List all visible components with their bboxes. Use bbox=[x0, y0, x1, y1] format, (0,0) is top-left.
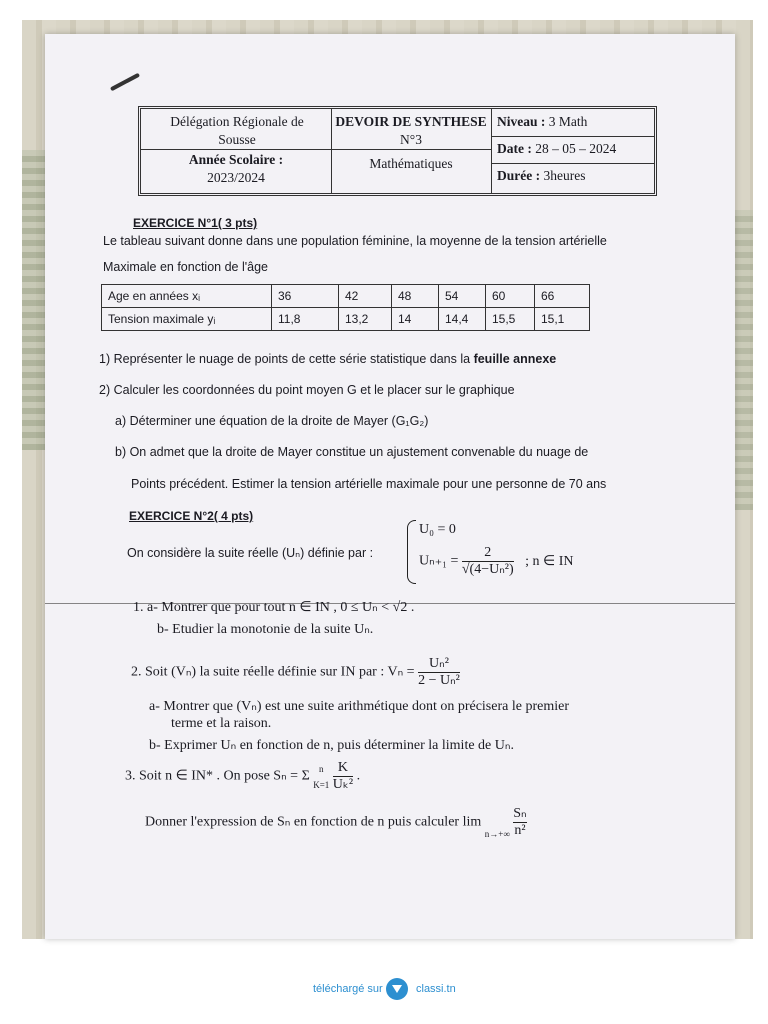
exam-title: DEVOIR DE SYNTHESE bbox=[335, 114, 487, 129]
table-cell: 15,5 bbox=[486, 308, 535, 331]
vn-fraction bbox=[418, 656, 460, 689]
system-brace bbox=[407, 520, 416, 584]
exercise2-title: EXERCICE N°2( 4 pts) bbox=[129, 509, 254, 523]
table-cell: 14,4 bbox=[439, 308, 486, 331]
exam-number: N°3 bbox=[400, 132, 422, 147]
level-label: Niveau : bbox=[497, 114, 546, 129]
pen-mark bbox=[110, 73, 140, 92]
duration-label: Durée : bbox=[497, 168, 541, 183]
downloaded-on-text: téléchargé sur bbox=[313, 983, 383, 995]
exercise2-question2a-line1: a- Montrer que (Vₙ) est une suite arithmétique dont on précisera le premier bbox=[149, 699, 569, 714]
question1-bold: feuille annexe bbox=[473, 352, 557, 366]
recurrence-lhs: Uₙ₊₁ = bbox=[419, 553, 459, 569]
exercise1-intro-line1: Le tableau suivant donne dans une population féminine, la moyenne de la tension artérielle bbox=[103, 234, 607, 248]
question3-text: 3. Soit n ∈ IN* . On pose Sₙ = Σ bbox=[125, 768, 310, 784]
level: 3 Math bbox=[548, 114, 588, 129]
table-cell: 60 bbox=[486, 285, 535, 308]
table-cell: 48 bbox=[392, 285, 439, 308]
exercise1-intro-line2: Maximale en fonction de l'âge bbox=[103, 260, 268, 274]
exercise2-question2b: b- Exprimer Uₙ en fonction de n, puis déterminer la limite de Uₙ. bbox=[149, 738, 514, 753]
limit-subscript: n→+∞ bbox=[484, 829, 510, 839]
table-cell: 15,1 bbox=[535, 308, 590, 331]
statistics-table bbox=[101, 284, 590, 331]
header-box bbox=[138, 106, 657, 196]
site-link[interactable]: classi.tn bbox=[416, 983, 456, 995]
table-cell: 66 bbox=[535, 285, 590, 308]
recurrence-numerator: 2 bbox=[484, 545, 492, 560]
school-year: 2023/2024 bbox=[207, 170, 265, 185]
sum-bottom: K=1 bbox=[313, 779, 330, 790]
exercise1-question2b-line1: b) On admet que la droite de Mayer constitue un ajustement convenable du nuage de bbox=[115, 445, 589, 459]
exam-paper bbox=[45, 34, 735, 939]
exercise2-question2 bbox=[131, 656, 460, 689]
date-row bbox=[497, 140, 616, 158]
question3-final-text: Donner l'expression de Sₙ en fonction de n puis calculer lim bbox=[145, 814, 482, 830]
table-row bbox=[102, 285, 590, 308]
u0-definition: U₀ = 0 bbox=[419, 522, 456, 537]
exercise2-question2a-line2: terme et la raison. bbox=[171, 716, 272, 731]
recurrence-denominator: √(4−Uₙ²) bbox=[461, 562, 514, 577]
table-cell: 54 bbox=[439, 285, 486, 308]
exercise1-question2b-line2: Points précédent. Estimer la tension artérielle maximale pour une personne de 70 ans bbox=[131, 477, 607, 491]
table-cell: 14 bbox=[392, 308, 439, 331]
exercise2-question3-final bbox=[145, 806, 527, 839]
sum-bounds bbox=[313, 761, 329, 793]
table-row bbox=[102, 308, 590, 331]
vn-numerator: Uₙ² bbox=[429, 656, 449, 671]
table-row-label: Tension maximale yᵢ bbox=[102, 308, 272, 331]
exercise2-question3: 3. Soit n ∈ IN* . On pose Sₙ = Σ n K=1 $\frac{K}{\text{Uₖ²}}$ . bbox=[125, 760, 361, 792]
sum-top: n bbox=[319, 763, 324, 774]
level-row bbox=[497, 113, 587, 131]
question2-text: 2. Soit (Vₙ) la suite réelle définie sur IN par : Vₙ = bbox=[131, 664, 415, 680]
table-row-label: Age en années xᵢ bbox=[102, 285, 272, 308]
header-divider bbox=[491, 163, 654, 164]
institution: Délégation Régionale de Sousse bbox=[170, 114, 304, 147]
limit-denominator: n² bbox=[514, 823, 526, 838]
table-cell: 36 bbox=[272, 285, 339, 308]
school-year-label: Année Scolaire : bbox=[188, 152, 284, 167]
exercise2-question1b: b- Etudier la monotonie de la suite Uₙ. bbox=[157, 622, 374, 637]
limit-numerator: Sₙ bbox=[513, 806, 527, 821]
date-label: Date : bbox=[497, 141, 532, 156]
table-cell: 11,8 bbox=[272, 308, 339, 331]
exercise2-question1a: 1. a- Montrer que pour tout n ∈ IN , 0 ≤ Uₙ < √2 . bbox=[133, 600, 415, 615]
exercise1-question1 bbox=[99, 352, 556, 366]
exercise2-intro: On considère la suite réelle (Uₙ) définie par : bbox=[127, 546, 374, 560]
classi-logo-icon bbox=[386, 978, 408, 1000]
duration-row bbox=[497, 167, 585, 185]
sum-fraction bbox=[333, 760, 353, 793]
question1-text: 1) Représenter le nuage de points de cette série statistique dans la bbox=[99, 352, 471, 366]
exercise1-question2: 2) Calculer les coordonnées du point moyen G et le placer sur le graphique bbox=[99, 383, 515, 397]
header-divider bbox=[141, 149, 491, 150]
header-divider bbox=[491, 109, 492, 193]
exercise1-question2a: a) Déterminer une équation de la droite de Mayer (G₁G₂) bbox=[115, 414, 429, 428]
table-cell: 13,2 bbox=[339, 308, 392, 331]
limit-fraction bbox=[513, 806, 526, 839]
recurrence-fraction bbox=[462, 545, 514, 578]
header-divider bbox=[491, 136, 654, 137]
exercise1-title: EXERCICE N°1( 3 pts) bbox=[133, 216, 258, 230]
recurrence-domain: ; n ∈ IN bbox=[525, 553, 574, 569]
sum-numerator: K bbox=[337, 760, 348, 775]
subject: Mathématiques bbox=[369, 156, 453, 171]
sum-denominator: Uₖ² bbox=[332, 777, 354, 792]
duration: 3heures bbox=[543, 168, 586, 183]
vn-denominator: 2 − Uₙ² bbox=[418, 673, 460, 688]
recurrence-definition bbox=[419, 545, 574, 578]
date: 28 – 05 – 2024 bbox=[535, 141, 617, 156]
table-cell: 42 bbox=[339, 285, 392, 308]
